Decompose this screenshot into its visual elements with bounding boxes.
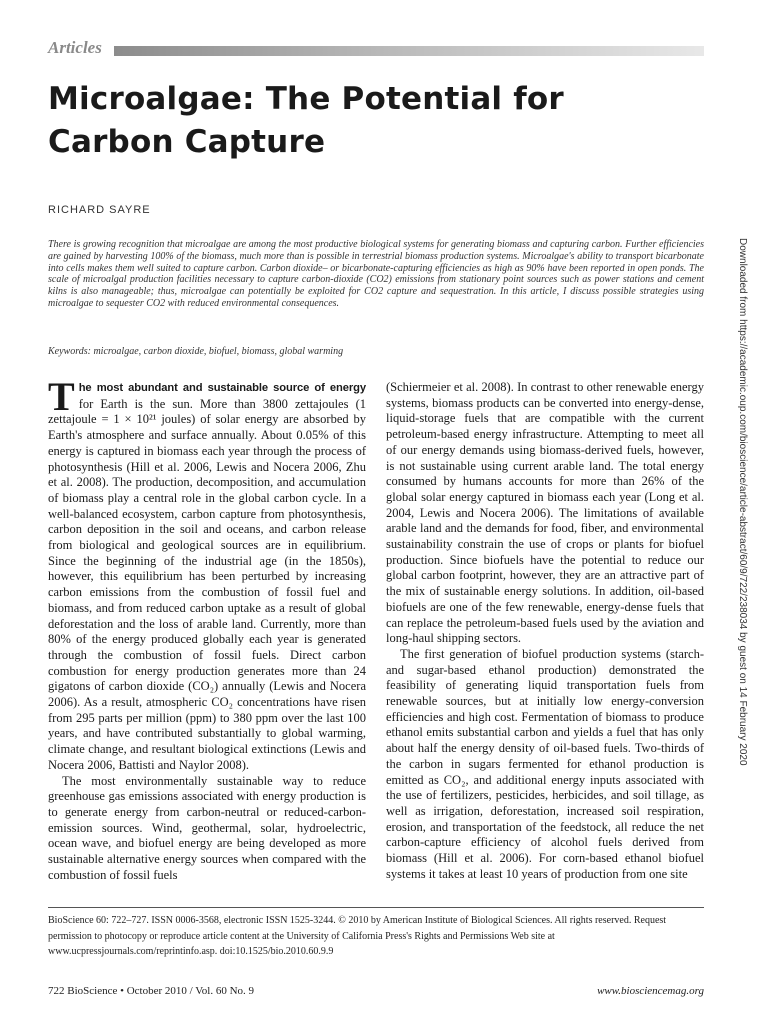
- paragraph: The most environmentally sustainable way to reduce greenhouse gas emissions associated with energy production is to generate energy from carbon-neutral or reduced-carbon-emission sources. Wind, geothermal, solar, hydroelectric, ocean wave, and biofuel energy are being developed as more sustainable alternative energy sources when compared with the combustion of fossil fuels: [48, 773, 366, 882]
- keywords: Keywords: microalgae, carbon dioxide, biofuel, biomass, global warming: [48, 346, 344, 357]
- paragraph-text: for Earth is the sun. More than 3800 zettajoules (1 zettajoule = 1 × 10²¹ joules) of solar energy are absorbed by Earth's atmosphere and surface annually. About 0.05% of this energy is captured in biomass each year through the process of photosynthesis (Hill et al. 2006, Lewis and Nocera 2006, Zhu et al. 2008). The production, decomposition, and accumulation of biomass play a central role in the global carbon cycle. In a well-balanced ecosystem, carbon capture from photosynthesis, carbon deposition in the soil and oceans, and carbon release from biological and geological sources are in equilibrium. Since the beginning of the industrial age (in the 1850s), however, this equilibrium has been perturbed by increasing carbon emissions from the combustion of fossil fuel and biomass, and from reduced carbon uptake as a result of global deforestation and the loss of arable land. Currently, more than 80% of the energy produced globally each year is generated through the combustion of fossil fuels. Direct carbon combustion for energy production generates more than 24 gigatons of carbon dioxide (CO₂) annually (Lewis and Nocera 2006). As a result, atmospheric CO₂ concentrations have risen from 295 parts per million (ppm) to 380 ppm over the last 100 years, and have contributed substantially to global warming, climate change, and resultant biological extinctions (Lewis and Nocera 2006, Battisti and Naylor 2008).: [48, 396, 366, 772]
- article-title: [48, 78, 688, 164]
- paragraph: (Schiermeier et al. 2008). In contrast to other renewable energy systems, biomass products can be converted into energy-dense, liquid-storage fuels that are compatible with the current petroleum-based energy infrastructure. Attempting to meet all of our energy demands using biomass-derived fuels, however, is not sustainable using current arable land. The total energy consumed by humans accounts for more than 26% of the global solar energy captured in biomass each year (Long et al. 2004, Lewis and Nocera 2006). The limitations of available arable land and the demands for food, fiber, and environmental sustainability constrain the use of crops or plants for biofuel production. Since biofuels have the potential to reduce our global carbon footprint, however, they are an attractive part of the mix of sustainable energy solutions. In addition, oil-based biofuels are one of the few renewable, energy-dense fuels that can replace the petroleum-based fuels used by the aviation and long-haul shipping sectors.: [386, 380, 704, 646]
- author-name: RICHARD SAYRE: [48, 204, 151, 216]
- paragraph: [48, 374, 366, 774]
- title-line-1: Microalgae: The Potential for: [48, 81, 564, 117]
- section-header: [48, 40, 704, 60]
- lead-in: he most abundant and sustainable source of energy: [78, 382, 366, 394]
- footer-divider: [48, 907, 704, 908]
- title-line-2: Carbon Capture: [48, 124, 326, 160]
- body-column-left: [48, 374, 366, 884]
- section-label: Articles: [48, 38, 102, 57]
- body-column-right: [386, 380, 704, 883]
- paragraph: The first generation of biofuel production systems (starch- and sugar-based ethanol production) demonstrated the feasibility of generating liquid transportation fuels from renewable sources, but at initially low energy-conversion efficiencies and high cost. Fermentation of biomass to produce ethanol emits substantial carbon and yields a fuel that has only about half the energy density of oil-based fuels. Two-thirds of the carbon in sugars fermented for ethanol production is emitted as CO₂, and additional energy inputs associated with the use of fertilizers, pesticides, herbicides, and soil tillage, as well as irrigation, deforestation, increased soil respiration, erosion, and transportation of the feedstock, all reduce the net carbon-capture efficiency of alcohol fuels derived from biomass (Hill et al. 2006). For corn-based ethanol biofuel systems it takes at least 10 years of production from one site: [386, 646, 704, 881]
- website-link[interactable]: www.biosciencemag.org: [597, 985, 704, 997]
- copyright-note: BioScience 60: 722–727. ISSN 0006-3568, electronic ISSN 1525-3244. © 2010 by American Institute of Biological Sciences. All rights reserved. Request permission to photocopy or reproduce article content at the University of California Press's Rights and Permissions Web site at www.ucpressjournals.com/reprintinfo.asp. doi:10.1525/bio.2010.60.9.9: [48, 915, 667, 958]
- download-notice: Downloaded from https://academic.oup.com/bioscience/article-abstract/60/9/722/238034 by guest on 14 February 2020: [737, 238, 748, 766]
- page-footer: [48, 985, 704, 1001]
- page-info: 722 BioScience • October 2010 / Vol. 60 No. 9: [48, 985, 255, 997]
- header-gradient-bar: [114, 46, 704, 56]
- drop-cap: T: [48, 374, 75, 419]
- abstract: There is growing recognition that microalgae are among the most productive biological systems for generating biomass and capturing carbon. Further efficiencies are gained by harvesting 100% of the biomass, much more than is possible in terrestrial biomass production systems. Microalgae's ability to transport bicarbonate into cells makes them well suited to capture carbon. Carbon dioxide– or bicarbonate-capturing efficiencies as high as 90% have been reported in open ponds. The scale of microalgal production facilities necessary to capture carbon-dioxide (CO2) emissions from stationary point sources such as power stations and cement kilns is also manageable; thus, microalgae can potentially be exploited for CO2 capture and sequestration. In this article, I discuss possible strategies using microalgae to sequester CO2 with reduced environmental consequences.: [48, 239, 704, 309]
